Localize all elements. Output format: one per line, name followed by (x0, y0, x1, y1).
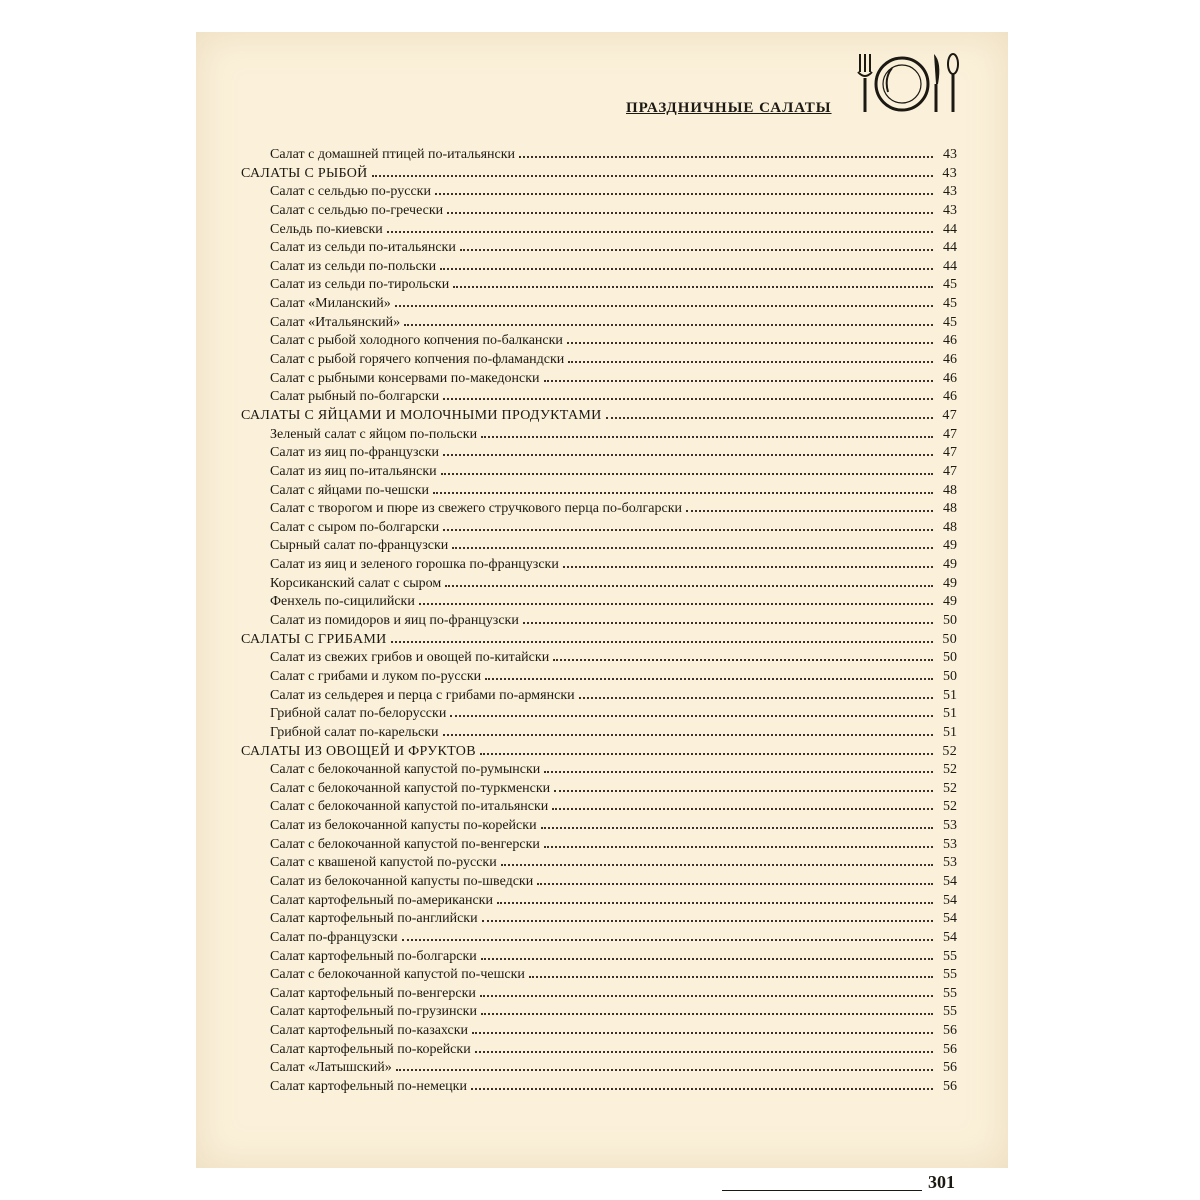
toc-page-number: 52 (942, 743, 957, 759)
toc-title: САЛАТЫ С ЯЙЦАМИ И МОЛОЧНЫМИ ПРОДУКТАМИ (241, 407, 602, 423)
toc-title: Салат с белокочанной капустой по-румынски (270, 762, 541, 778)
book-page (196, 32, 1008, 1192)
dot-leader (443, 398, 933, 400)
toc-title: Салат с домашней птицей по-итальянски (270, 147, 516, 162)
dot-leader (480, 995, 933, 997)
toc-entry (241, 332, 957, 351)
toc-title: Салат картофельный по-корейски (270, 1041, 471, 1057)
dot-leader (445, 585, 933, 587)
toc-page-number: 46 (943, 370, 957, 386)
toc-entry (241, 370, 957, 389)
toc-title: Грибной салат по-белорусски (270, 706, 447, 722)
toc-entry (241, 482, 957, 501)
toc-page-number: 53 (943, 855, 957, 871)
toc-title: САЛАТЫ С ГРИБАМИ (241, 631, 387, 647)
footer-rule (722, 1190, 922, 1191)
dot-leader (606, 417, 933, 419)
toc-page-number: 49 (943, 557, 957, 573)
toc-title: Салат из сельдерея и перца с грибами по-армянски (270, 687, 575, 703)
dot-leader (523, 622, 933, 624)
toc-entry (241, 1003, 957, 1022)
dot-leader (568, 361, 933, 363)
toc-entry (241, 295, 957, 314)
plate-cutlery-icon (852, 48, 962, 118)
toc-entry (241, 537, 957, 556)
dot-leader (443, 454, 933, 456)
toc-entry (241, 612, 957, 631)
toc-page-number: 46 (943, 389, 957, 405)
dot-leader (554, 790, 933, 792)
toc-title: Фенхель по-сицилийски (270, 594, 415, 610)
dot-leader (475, 1051, 933, 1053)
dot-leader (481, 436, 933, 438)
toc-title: Салат картофельный по-казахски (270, 1023, 469, 1039)
toc-page-number: 56 (943, 1079, 957, 1095)
dot-leader (529, 976, 933, 978)
toc-title: Сельдь по-киевски (270, 221, 383, 237)
toc-title: Зеленый салат с яйцом по-польски (270, 426, 478, 442)
toc-page-number: 55 (943, 1004, 957, 1020)
dot-leader (501, 864, 933, 866)
toc-entry (241, 1078, 957, 1097)
dot-leader (481, 958, 933, 960)
toc-page-number: 56 (943, 1023, 957, 1039)
toc-page-number: 45 (943, 277, 957, 293)
toc-page-number: 53 (943, 818, 957, 834)
dot-leader (519, 156, 933, 158)
dot-leader (481, 1013, 933, 1015)
toc-title: Салат из помидоров и яиц по-французски (270, 613, 519, 629)
toc-section-heading (241, 631, 957, 650)
toc-title: Грибной салат по-карельски (270, 724, 439, 740)
dot-leader (480, 753, 933, 755)
dot-leader (686, 510, 933, 512)
toc-title: Корсиканский салат с сыром (270, 575, 442, 591)
toc-title: Салат с белокочанной капустой по-туркменски (270, 780, 551, 796)
toc-page-number: 47 (943, 463, 957, 479)
page-number: 301 (928, 1172, 955, 1192)
toc-page-number: 46 (943, 333, 957, 349)
toc-title: Салат из сельди по-тирольски (270, 277, 450, 293)
toc-entry (241, 463, 957, 482)
toc-title: Салат из яиц по-итальянски (270, 463, 437, 479)
toc-title: САЛАТЫ С РЫБОЙ (241, 165, 368, 181)
toc-title: Салат из сельди по-итальянски (270, 240, 456, 256)
toc-entry (241, 183, 957, 202)
toc-title: Салат с сыром по-болгарски (270, 519, 440, 535)
dot-leader (541, 827, 933, 829)
toc-title: Салат из яиц по-французски (270, 445, 440, 461)
toc-page-number: 55 (943, 967, 957, 983)
toc-page-number: 50 (943, 613, 957, 629)
toc-title: Салат «Миланский» (270, 296, 391, 312)
toc-page-number: 45 (943, 296, 957, 312)
toc-entry (241, 761, 957, 780)
toc-entry (241, 351, 957, 370)
toc-section-heading (241, 165, 957, 184)
dot-leader (497, 902, 933, 904)
toc-entry (241, 146, 957, 165)
dot-leader (433, 492, 933, 494)
toc-page-number: 50 (943, 650, 957, 666)
toc-title: Салат с грибами и луком по-русски (270, 668, 482, 684)
dot-leader (441, 473, 933, 475)
toc-title: Салат с белокочанной капустой по-итальянски (270, 799, 549, 815)
dot-leader (472, 1032, 933, 1034)
toc-entry (241, 314, 957, 333)
dot-leader (391, 641, 933, 643)
dot-leader (563, 566, 933, 568)
toc-entry (241, 239, 957, 258)
toc-page-number: 47 (942, 407, 957, 423)
toc-page-number: 43 (943, 147, 957, 162)
toc-entry (241, 519, 957, 538)
toc-entry (241, 258, 957, 277)
toc-page-number: 51 (943, 687, 957, 703)
toc-page-number: 46 (943, 352, 957, 368)
dot-leader (544, 380, 933, 382)
toc-title: Салат с квашеной капустой по-русски (270, 855, 497, 871)
toc-page-number: 47 (943, 445, 957, 461)
toc-page-number: 51 (943, 724, 957, 740)
toc-entry (241, 426, 957, 445)
dot-leader (544, 846, 933, 848)
toc-page-number: 55 (943, 948, 957, 964)
toc-title: Сырный салат по-французски (270, 538, 449, 554)
toc-page-number: 52 (943, 780, 957, 796)
toc-page-number: 54 (943, 929, 957, 945)
toc-entry (241, 388, 957, 407)
table-of-contents (241, 146, 957, 1097)
dot-leader (396, 1069, 933, 1071)
dot-leader (419, 603, 933, 605)
toc-title: Салат из белокочанной капусты по-шведски (270, 873, 534, 889)
toc-entry (241, 929, 957, 948)
toc-entry (241, 836, 957, 855)
toc-entry (241, 593, 957, 612)
toc-page-number: 54 (943, 911, 957, 927)
toc-title: Салат картофельный по-болгарски (270, 948, 477, 964)
toc-page-number: 48 (943, 519, 957, 535)
toc-entry (241, 276, 957, 295)
toc-page-number: 52 (943, 762, 957, 778)
toc-page-number: 50 (942, 631, 957, 647)
toc-page-number: 44 (943, 221, 957, 237)
dot-leader (440, 268, 933, 270)
toc-page-number: 51 (943, 706, 957, 722)
toc-entry (241, 556, 957, 575)
toc-title: САЛАТЫ ИЗ ОВОЩЕЙ И ФРУКТОВ (241, 743, 476, 759)
toc-entry (241, 985, 957, 1004)
dot-leader (443, 734, 933, 736)
toc-entry (241, 948, 957, 967)
toc-page-number: 48 (943, 482, 957, 498)
dot-leader (552, 808, 933, 810)
toc-page-number: 56 (943, 1041, 957, 1057)
toc-page-number: 43 (943, 184, 957, 200)
toc-page-number: 45 (943, 314, 957, 330)
dot-leader (395, 305, 933, 307)
toc-entry (241, 817, 957, 836)
toc-entry (241, 500, 957, 519)
toc-page-number: 43 (943, 202, 957, 218)
toc-title: Салат с творогом и пюре из свежего стручкового перца по-болгарски (270, 501, 683, 517)
toc-page-number: 54 (943, 892, 957, 908)
toc-section-heading (241, 743, 957, 762)
toc-entry (241, 444, 957, 463)
toc-page-number: 54 (943, 873, 957, 889)
toc-page-number: 52 (943, 799, 957, 815)
dot-leader (537, 883, 933, 885)
toc-entry (241, 854, 957, 873)
toc-title: Салат из яиц и зеленого горошка по-французски (270, 557, 559, 573)
dot-leader (372, 175, 933, 177)
toc-title: Салат картофельный по-грузински (270, 1004, 477, 1020)
dot-leader (447, 212, 933, 214)
toc-title: Салат с рыбой холодного копчения по-балкански (270, 333, 563, 349)
toc-page-number: 49 (943, 594, 957, 610)
toc-title: Салат с сельдью по-гречески (270, 202, 444, 218)
dot-leader (579, 697, 933, 699)
toc-page-number: 49 (943, 575, 957, 591)
toc-title: Салат из сельди по-польски (270, 258, 437, 274)
toc-title: Салат картофельный по-немецки (270, 1079, 467, 1095)
toc-page-number: 47 (943, 426, 957, 442)
dot-leader (453, 286, 933, 288)
toc-page-number: 53 (943, 836, 957, 852)
dot-leader (471, 1088, 933, 1090)
toc-entry (241, 221, 957, 240)
toc-page-number: 49 (943, 538, 957, 554)
toc-title: Салат с рыбными консервами по-македонски (270, 370, 540, 386)
toc-entry (241, 910, 957, 929)
toc-entry (241, 649, 957, 668)
dot-leader (553, 659, 933, 661)
toc-title: Салат «Латышский» (270, 1060, 392, 1076)
dot-leader (544, 771, 933, 773)
toc-entry (241, 892, 957, 911)
toc-entry (241, 780, 957, 799)
dot-leader (387, 231, 933, 233)
toc-title: Салат картофельный по-венгерски (270, 985, 476, 1001)
dot-leader (402, 939, 933, 941)
toc-page-number: 43 (942, 165, 957, 181)
toc-page-number: 44 (943, 240, 957, 256)
toc-entry (241, 705, 957, 724)
toc-title: Салат с сельдью по-русски (270, 184, 431, 200)
toc-entry (241, 1041, 957, 1060)
toc-entry (241, 724, 957, 743)
toc-title: Салат по-французски (270, 929, 398, 945)
dot-leader (485, 678, 933, 680)
toc-title: Салат с яйцами по-чешски (270, 482, 430, 498)
toc-title: Салат с белокочанной капустой по-венгерски (270, 836, 540, 852)
toc-page-number: 56 (943, 1060, 957, 1076)
toc-entry (241, 873, 957, 892)
toc-page-number: 50 (943, 668, 957, 684)
toc-title: Салат с рыбой горячего копчения по-фламандски (270, 352, 565, 368)
toc-entry (241, 1059, 957, 1078)
toc-entry (241, 966, 957, 985)
toc-title: Салат картофельный по-английски (270, 911, 478, 927)
toc-title: Салат из свежих грибов и овощей по-китайски (270, 650, 550, 666)
dot-leader (567, 342, 933, 344)
toc-page-number: 55 (943, 985, 957, 1001)
dot-leader (404, 324, 933, 326)
dot-leader (482, 920, 933, 922)
toc-title: Салат картофельный по-американски (270, 892, 493, 908)
dot-leader (450, 715, 933, 717)
toc-page-number: 44 (943, 258, 957, 274)
section-title: ПРАЗДНИЧНЫЕ САЛАТЫ (626, 100, 832, 116)
toc-entry (241, 575, 957, 594)
dot-leader (435, 193, 933, 195)
dot-leader (452, 547, 933, 549)
toc-entry (241, 687, 957, 706)
toc-title: Салат с белокочанной капустой по-чешски (270, 967, 525, 983)
toc-entry (241, 668, 957, 687)
toc-section-heading (241, 407, 957, 426)
toc-title: Салат из белокочанной капусты по-корейски (270, 818, 537, 834)
toc-title: Салат рыбный по-болгарски (270, 389, 440, 405)
dot-leader (443, 529, 933, 531)
toc-title: Салат «Итальянский» (270, 314, 401, 330)
toc-entry (241, 798, 957, 817)
dot-leader (460, 249, 933, 251)
toc-entry (241, 1022, 957, 1041)
toc-page-number: 48 (943, 501, 957, 517)
toc-entry (241, 202, 957, 221)
